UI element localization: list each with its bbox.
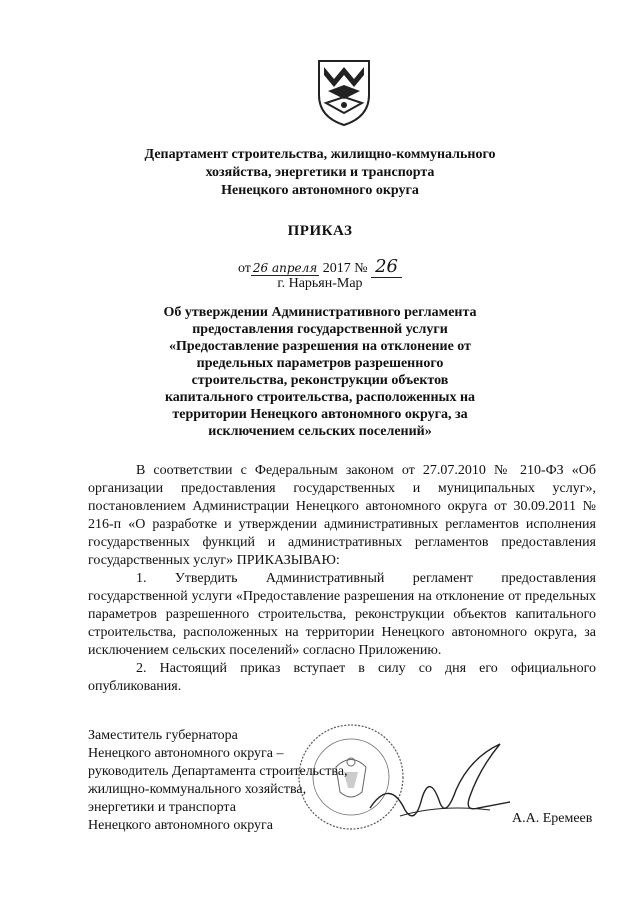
subject-line: «Предоставление разрешения на отклонение от — [169, 339, 471, 354]
date-prefix: от — [237, 261, 251, 276]
department-line: Департамент строительства, жилищно-коммунального — [144, 147, 496, 162]
body-paragraph-item-2: 2. Настоящий приказ вступает в силу со дня его официального опубликования. — [88, 661, 596, 694]
signature-block — [88, 727, 348, 835]
order-body — [88, 462, 596, 696]
subject-line: капитального строительства, расположенных на — [164, 390, 476, 405]
body-paragraph-item-1: 1. Утвердить Административный регламент предоставления государственной услуги «Предоставление разрешения на отклонение от предельных параметров разрешенного строительства, реконструкции объектов капитального строительства, расположенных на территории Ненецкого автономного округа, за исключением сельских поселений» согласно Приложению. — [88, 571, 596, 658]
subject-line: территории Ненецкого автономного округа, за — [172, 407, 468, 422]
handwritten-date: 26 апреля — [252, 261, 318, 275]
department-line: Ненецкого автономного округа — [221, 183, 419, 198]
order-title: ПРИКАЗ — [287, 223, 353, 239]
body-paragraph-preamble: В соответствии с Федеральным законом от 27.07.2010 № 210-ФЗ «Об организации предоставления государственных и муниципальных услуг», постановлением Администрации Ненецкого автономного округа от 30.09.2011 № 216-п «О разработке и утверждении административных регламентов исполнения государственных функций и административных регламентов предоставления государственных услуг» ПРИКАЗЫВАЮ: — [88, 463, 596, 568]
handwritten-signature — [360, 738, 520, 828]
signer-position-line: Ненецкого автономного округа — [88, 818, 273, 833]
subject-line: строительства, реконструкции объектов — [191, 373, 449, 388]
department-header — [0, 146, 640, 200]
subject-line: Об утверждении Административного регламента — [163, 305, 477, 320]
subject-line: предельных параметров разрешенного — [196, 356, 444, 371]
signer-position-line: Заместитель губернатора — [88, 728, 238, 743]
order-date-line — [0, 256, 640, 277]
signer-position-line: Ненецкого автономного округа – — [88, 746, 284, 761]
order-city: г. Нарьян-Мар — [277, 276, 363, 291]
order-subject — [0, 304, 640, 440]
signer-position-line: руководитель Департамента строительства, — [88, 764, 348, 779]
order-year: 2017 № — [322, 261, 368, 276]
handwritten-order-number: 26 — [371, 256, 402, 278]
coat-of-arms-emblem — [314, 55, 374, 127]
subject-line: исключением сельских поселений» — [208, 424, 432, 439]
signer-name: А.А. Еремеев — [512, 811, 593, 826]
signer-position-line: жилищно-коммунального хозяйства, — [88, 782, 307, 797]
department-line: хозяйства, энергетики и транспорта — [205, 165, 435, 180]
signer-position-line: энергетики и транспорта — [88, 800, 236, 815]
subject-line: предоставления государственной услуги — [192, 322, 448, 337]
